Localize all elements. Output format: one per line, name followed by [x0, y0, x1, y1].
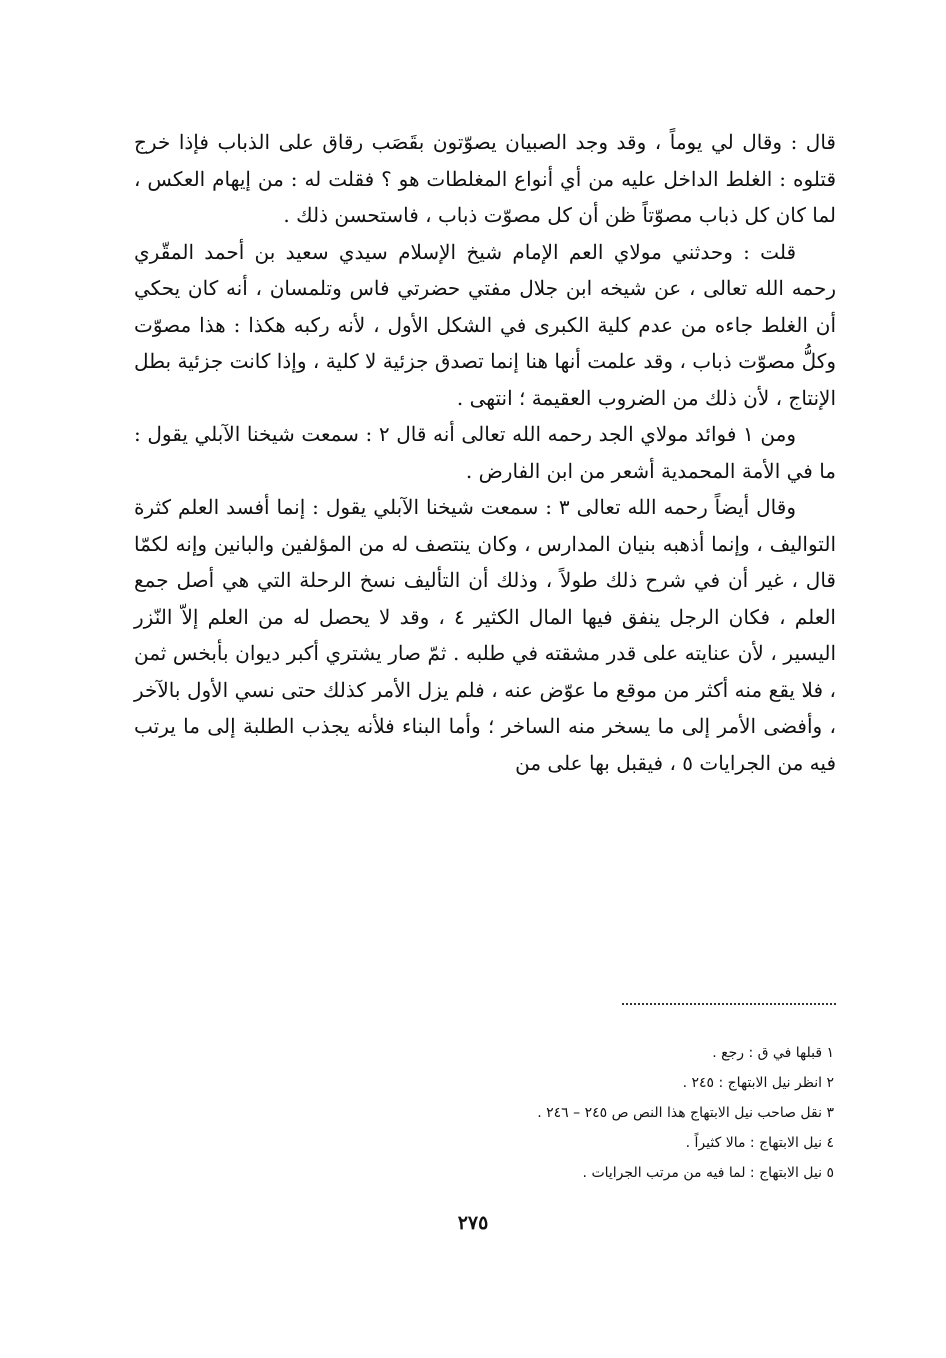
footnote-separator	[622, 1003, 836, 1005]
footnote-4: ٤ نيل الابتهاج : مالا كثيراً .	[685, 1135, 834, 1151]
footnote-5: ٥ نيل الابتهاج : لما فيه من مرتب الجرايات .	[582, 1165, 834, 1181]
footnotes	[134, 1038, 836, 1188]
paragraph-1: قال : وقال لي يوماً ، وقد وجد الصبيان يصوّتون بقَصَب رقاق على الذباب فإذا خرج قتلوه : الغلط الداخل عليه من أي أنواع المغلطات هو ؟ فقلت له : من إيهام العكس ، لما كان كل ذباب مصوّتاً ظن أن كل مصوّت ذباب ، فاستحسن ذلك .	[134, 130, 836, 227]
paragraph-3: ومن ١ فوائد مولاي الجد رحمه الله تعالى أنه قال ٢ : سمعت شيخنا الآبلي يقول : ما في الأمة المحمدية أشعر من ابن الفارض .	[134, 422, 836, 483]
paragraph-2: قلت : وحدثني مولاي العم الإمام شيخ الإسلام سيدي سعيد بن أحمد المقّري رحمه الله تعالى ، عن شيخه ابن جلال مفتي حضرتي فاس وتلمسان ، أنه كان يحكي أن الغلط جاءه من عدم كلية الكبرى في الشكل الأول ، لأنه ركبه هكذا : هذا مصوّت وكلُّ مصوّت ذباب ، وقد علمت أنها هنا إنما تصدق جزئية لا كلية ، وإذا كانت جزئية بطل الإنتاج ، لأن ذلك من الضروب العقيمة ؛ انتهى .	[134, 239, 836, 410]
paragraph-4: وقال أيضاً رحمه الله تعالى ٣ : سمعت شيخنا الآبلي يقول : إنما أفسد العلم كثرة التواليف ، وإنما أذهبه بنيان المدارس ، وكان ينتصف له من المؤلفين والبانين وإنه لكمّا قال ، غير أن في شرح ذلك طولاً ، وذلك أن التأليف نسخ الرحلة التي هي أصل جمع العلم ، فكان الرجل ينفق فيها المال الكثير ٤ ، وقد لا يحصل له من العلم إلاّ النّزر اليسير ، لأن عنايته على قدر مشقته في طلبه . ثمّ صار يشتري أكبر ديوان بأبخس ثمن ، فلا يقع منه أكثر من موقع ما عوّض عنه ، فلم يزل الأمر كذلك حتى نسي الأول بالآخر ، وأفضى الأمر إلى ما يسخر منه الساخر ؛ وأما البناء فلأنه يجذب الطلبة إلى ما يرتب فيه من الجرايات ٥ ، فيقبل بها على من	[134, 495, 837, 775]
footnote-3: ٣ نقل صاحب نيل الابتهاج هذا النص ص ٢٤٥ – ٢٤٦ .	[537, 1105, 834, 1121]
footnote-2: ٢ انظر نيل الابتهاج : ٢٤٥ .	[682, 1075, 834, 1091]
page-number: ٢٧٥	[457, 1212, 489, 1234]
footnote-1: ١ قبلها في ق : رجع .	[712, 1045, 834, 1061]
main-text-body	[134, 124, 836, 781]
